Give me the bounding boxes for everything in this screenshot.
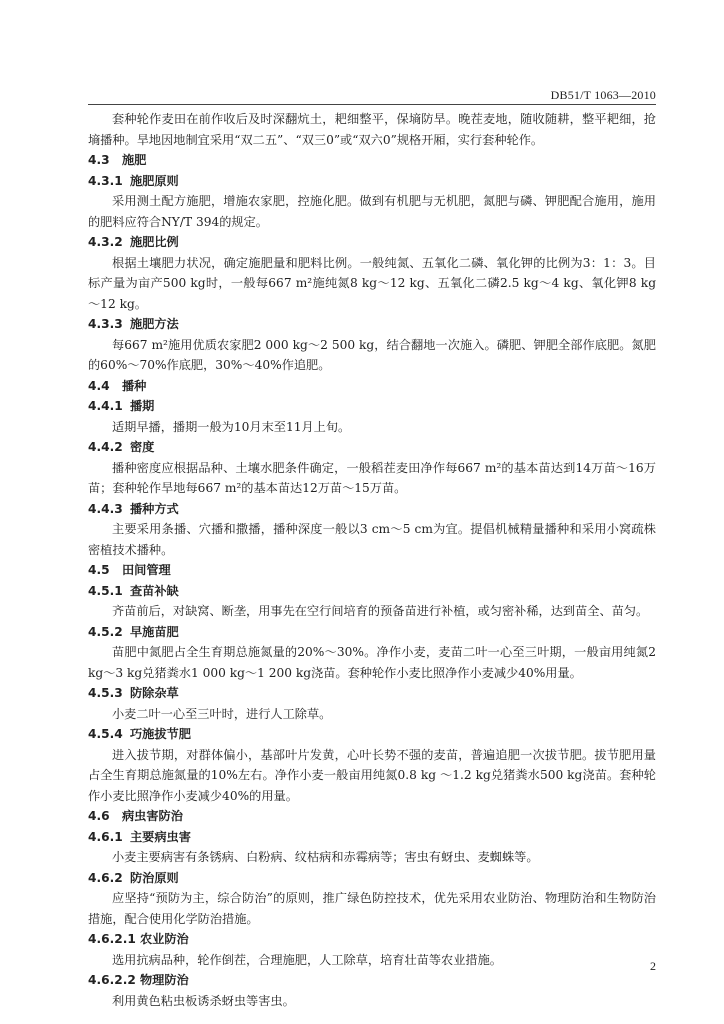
section-title: 施肥原则: [130, 173, 179, 188]
section-number: 4.6.2.2: [88, 973, 136, 987]
section-number: 4.3: [88, 153, 110, 167]
section-heading: [88, 868, 656, 889]
section-title: 播种方式: [130, 501, 179, 516]
section-number: 4.5.3: [88, 686, 123, 700]
section-title: 施肥方法: [130, 317, 179, 331]
section-number: 4.6: [88, 809, 110, 823]
body-paragraph: 小麦主要病害有条锈病、白粉病、纹枯病和赤霉病等；害虫有蚜虫、麦蜘蛛等。: [112, 850, 539, 864]
section-number: 4.4.3: [88, 501, 123, 516]
section-heading: [88, 622, 656, 643]
section-title: 防治原则: [130, 870, 179, 885]
body-paragraph: 每667 m²施用优质农家肥2 000 kg～2 500 kg，结合翻地一次施入。磷肥、钾肥全部作底肥。氮肥的60%～70%作底肥，30%～40%作追肥。: [88, 337, 656, 372]
section-heading: [88, 437, 656, 458]
section-number: 4.6.1: [88, 829, 123, 844]
section-number: 4.4.2: [88, 440, 123, 454]
section-number: 4.3.2: [88, 235, 123, 249]
section-title: 播期: [130, 399, 155, 413]
section-title: 施肥: [122, 153, 147, 167]
body-paragraph: 根据土壤肥力状况，确定施肥量和肥料比例。一般纯氮、五氧化二磷、氧化钾的比例为3：1：3。目标产量为亩产500 kg时，一般每667 m²施纯氮8 kg～12 kg、五氧化二磷2.5 kg～4 kg、氧化钾8 kg～12 kg。: [88, 255, 656, 311]
section-heading: [88, 560, 656, 581]
body-paragraph: 套种轮作麦田在前作收后及时深翻炕土，耙细整平，保墒防旱。晚茬麦地，随收随耕，整平耙细，抢墒播种。旱地因地制宜采用“双二五”、“双三0”或“双六0”规格开厢，实行套种轮作。: [88, 112, 656, 147]
body-paragraph: 选用抗病品种，轮作倒茬，合理施肥，人工除草，培育壮苗等农业措施。: [112, 952, 502, 967]
section-heading: [88, 499, 656, 520]
section-number: 4.4: [88, 378, 110, 393]
page-number: 2: [650, 959, 656, 973]
document-body: [88, 109, 656, 1011]
section-title: 施肥比例: [130, 235, 179, 249]
section-number: 4.3.3: [88, 317, 123, 331]
section-heading: [88, 806, 656, 827]
section-number: 4.6.2: [88, 870, 123, 885]
section-title: 主要病虫害: [130, 829, 191, 844]
body-paragraph: 应坚持“预防为主，综合防治”的原则，推广绿色防控技术，优先采用农业防治、物理防治和生物防治措施，配合使用化学防治措施。: [88, 891, 656, 926]
section-heading: [88, 314, 656, 335]
body-paragraph: 播种密度应根据品种、土壤水肥条件确定，一般稻茬麦田净作每667 m²的基本苗达到14万苗～16万苗；套种轮作旱地每667 m²的基本苗达12万苗～15万苗。: [88, 460, 656, 495]
section-title: 农业防治: [140, 932, 189, 946]
header-divider: [88, 104, 656, 105]
section-number: 4.3.1: [88, 173, 123, 188]
section-heading: [88, 376, 656, 397]
section-heading: [88, 150, 656, 171]
section-heading: [88, 683, 656, 704]
section-title: 密度: [130, 440, 155, 454]
section-title: 田间管理: [122, 563, 171, 577]
section-heading: [88, 232, 656, 253]
section-heading: [88, 171, 656, 192]
document-header-id: DB51/T 1063—2010: [550, 88, 656, 102]
body-paragraph: 采用测土配方施肥，增施农家肥，控施化肥。做到有机肥与无机肥，氮肥与磷、钾肥配合施用，施用的肥料应符合NY/T 394的规定。: [88, 194, 656, 229]
section-heading: [88, 396, 656, 417]
body-paragraph: 利用黄色粘虫板诱杀蚜虫等害虫。: [112, 993, 295, 1008]
section-number: 4.5: [88, 563, 110, 577]
section-number: 4.4.1: [88, 399, 123, 413]
section-number: 4.6.2.1: [88, 932, 136, 946]
section-heading: [88, 970, 656, 991]
section-title: 防除杂草: [130, 686, 179, 700]
body-paragraph: 主要采用条播、穴播和撒播，播种深度一般以3 cm～5 cm为宜。提倡机械精量播种和采用小窝疏株密植技术播种。: [88, 522, 656, 557]
body-paragraph: 小麦二叶一心至三叶时，进行人工除草。: [112, 706, 332, 721]
section-number: 4.5.2: [88, 624, 123, 639]
body-paragraph: 进入拔节期，对群体偏小，基部叶片发黄，心叶长势不强的麦苗，普遍追肥一次拔节肥。拔节肥用量占全生育期总施氮量的10%左右。净作小麦一般亩用纯氮0.8 kg ～1.2 kg兑猪粪水500 kg浇苗。套种轮作小麦比照净作小麦减少40%的用量。: [88, 747, 656, 803]
body-paragraph: 适期早播，播期一般为10月末至11月上旬。: [112, 419, 351, 434]
section-heading: [88, 581, 656, 602]
section-heading: [88, 827, 656, 848]
section-title: 播种: [122, 378, 147, 393]
section-number: 4.5.1: [88, 583, 123, 598]
section-title: 物理防治: [140, 973, 189, 987]
body-paragraph: 苗肥中氮肥占全生育期总施氮量的20%～30%。净作小麦，麦苗二叶一心至三叶期，一般亩用纯氮2 kg～3 kg兑猪粪水1 000 kg～1 200 kg浇苗。套种轮作小麦比照净作小麦减少40%用量。: [88, 645, 656, 680]
section-title: 早施苗肥: [130, 624, 179, 639]
section-title: 查苗补缺: [130, 583, 179, 598]
section-title: 病虫害防治: [122, 809, 183, 823]
section-title: 巧施拔节肥: [130, 727, 191, 741]
section-heading: [88, 724, 656, 745]
body-paragraph: 齐苗前后，对缺窝、断垄，用事先在空行间培育的预备苗进行补植，或匀密补稀，达到苗全、苗匀。: [112, 604, 649, 618]
section-number: 4.5.4: [88, 727, 123, 741]
section-heading: [88, 929, 656, 950]
